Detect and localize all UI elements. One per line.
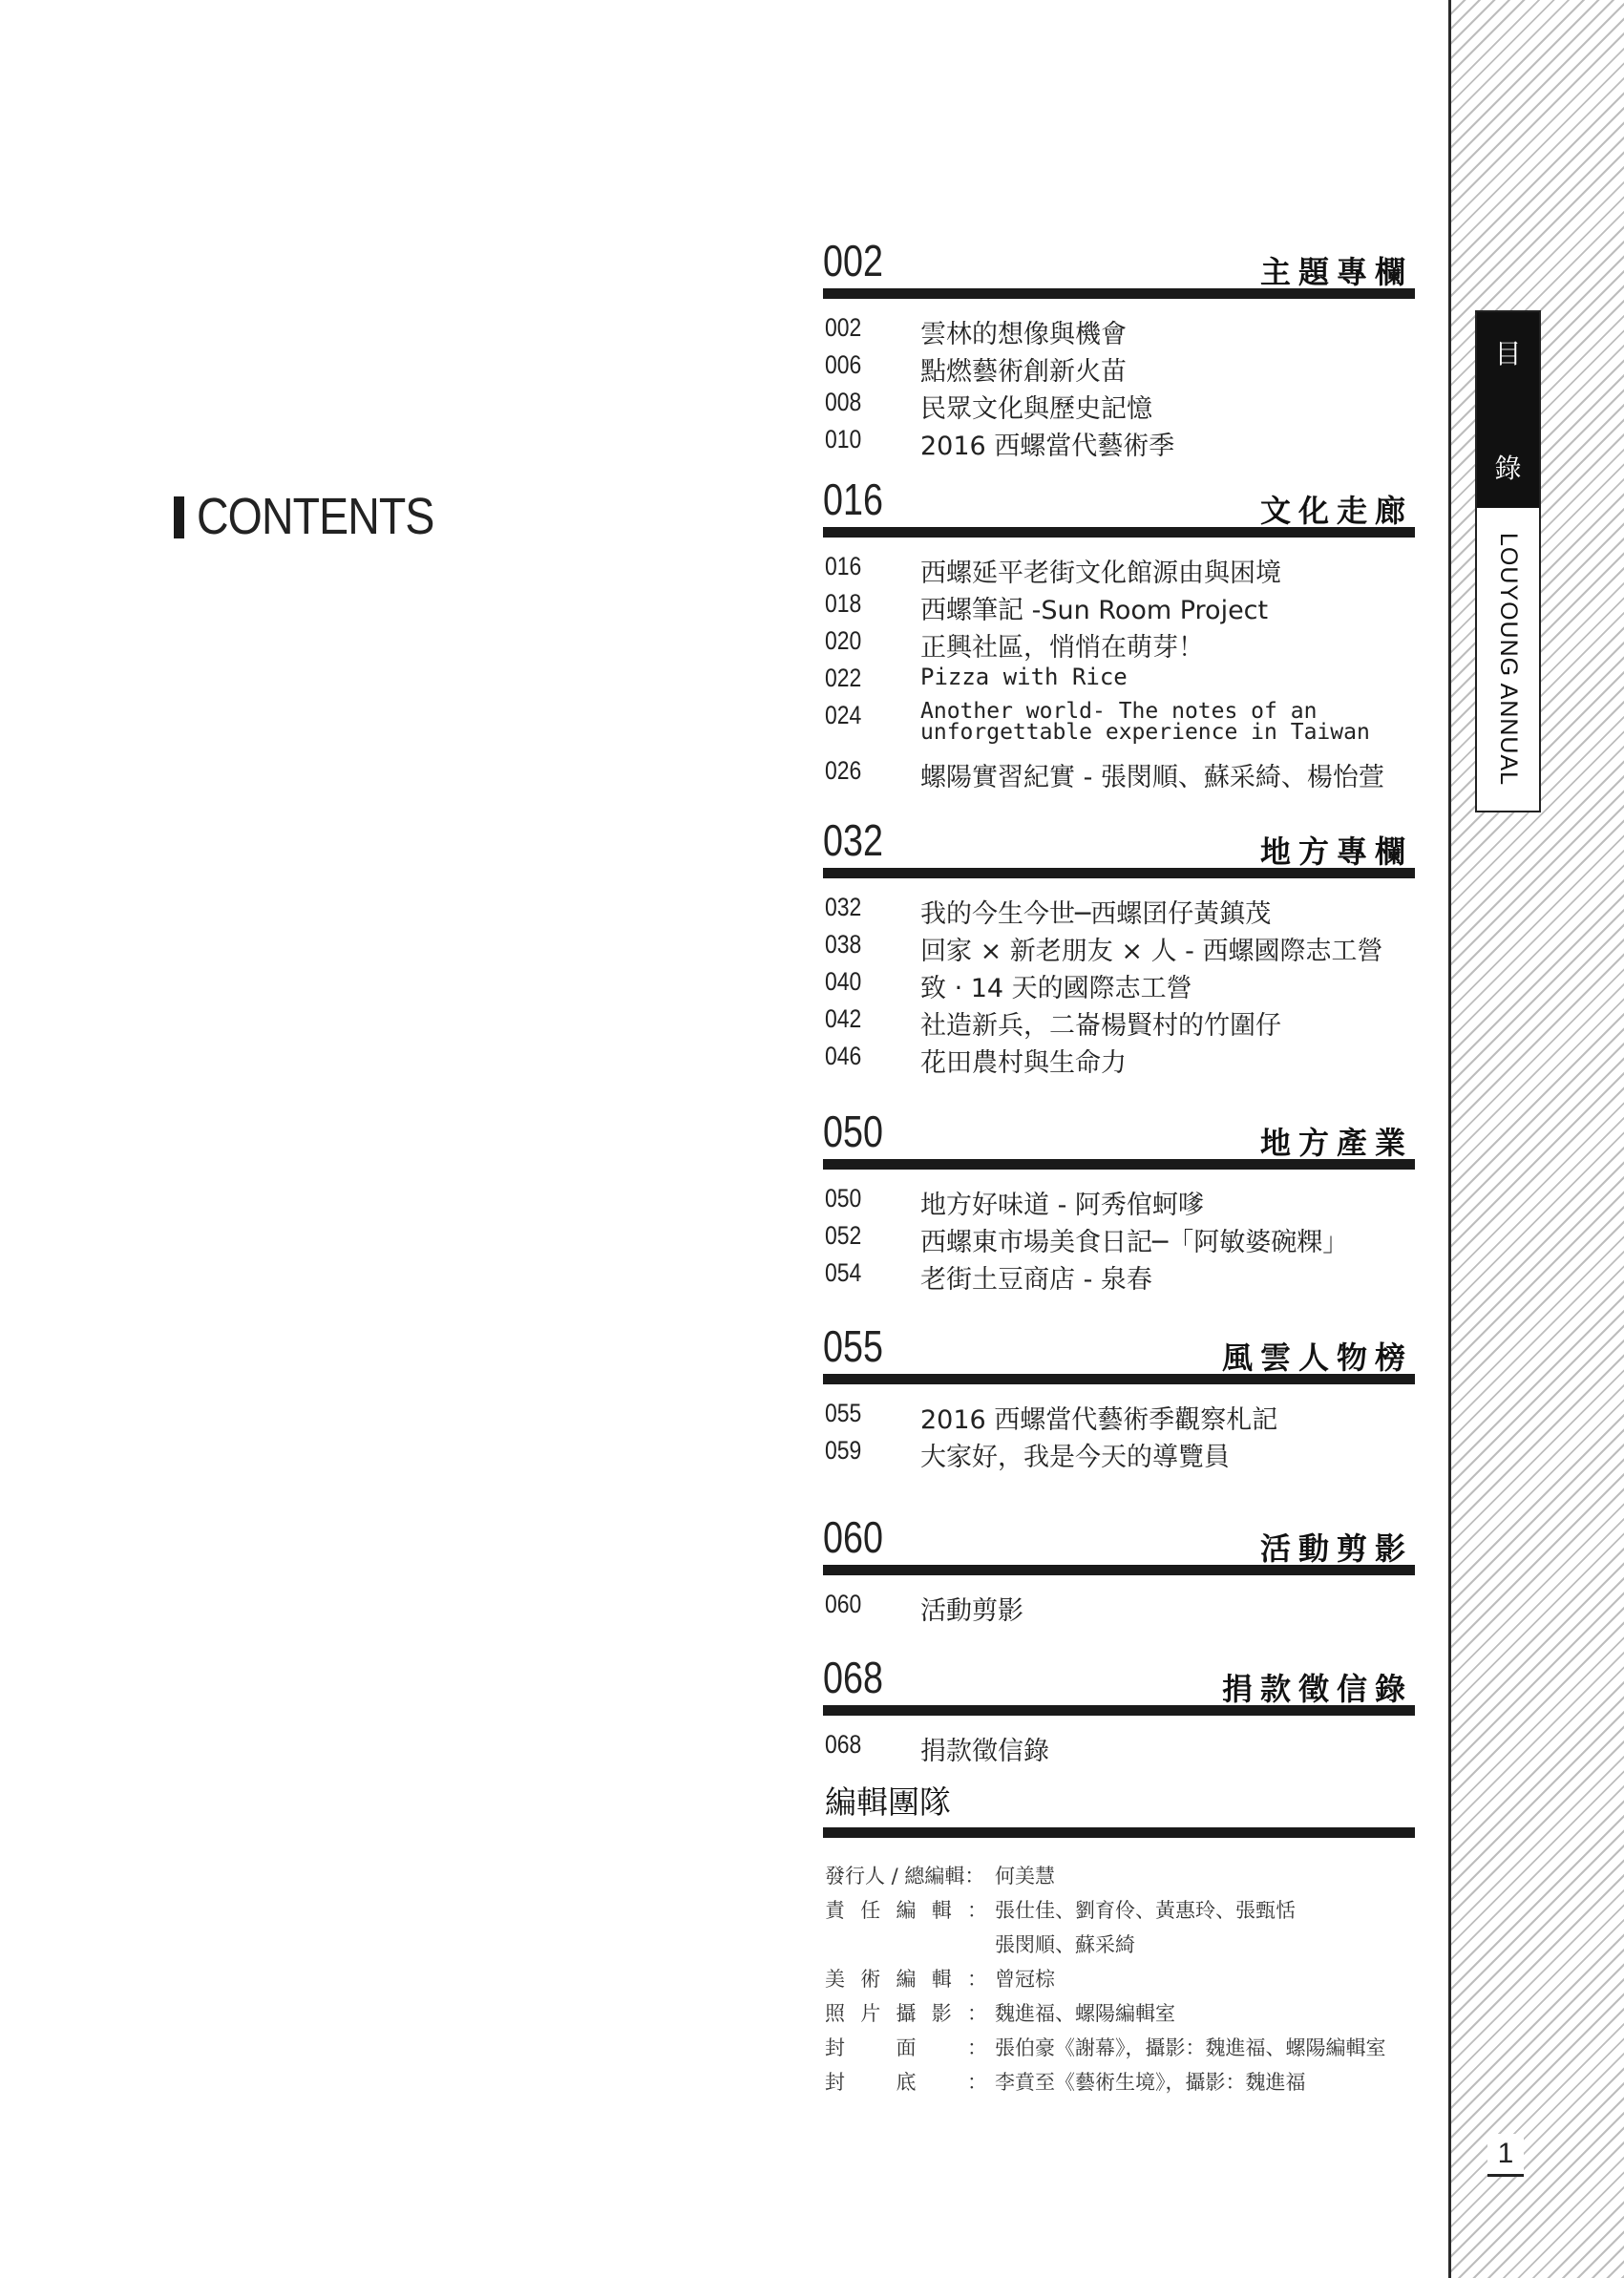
entry-page: 046	[825, 1042, 862, 1070]
entry-page: 060	[825, 1590, 862, 1618]
toc-entry[interactable]	[823, 552, 1415, 589]
entry-page: 055	[825, 1399, 862, 1427]
toc-entry[interactable]	[823, 350, 1415, 388]
credit-value: 張閔順、蘇采綺	[995, 1933, 1135, 1956]
entry-title: 2016 西螺當代藝術季觀察札記	[920, 1405, 1278, 1435]
entry-page: 050	[825, 1184, 862, 1213]
editorial-rule	[823, 1827, 1415, 1838]
entry-page: 026	[825, 756, 862, 785]
section-title: 主題專欄	[1259, 254, 1413, 290]
entry-title: 地方好味道 - 阿秀倌蚵嗲	[920, 1191, 1204, 1220]
entry-title: 花田農村與生命力	[920, 1048, 1127, 1078]
section-number: 016	[823, 475, 883, 524]
credit-value: 張伯豪《謝幕》，攝影：魏進福、螺陽編輯室	[995, 2036, 1386, 2059]
tab-vertical-label: LOUYOUNG ANNUAL	[1495, 532, 1522, 787]
section-title: 活動剪影	[1259, 1530, 1413, 1567]
entry-page: 002	[825, 313, 862, 342]
entry-title: 點燃藝術創新火苗	[920, 357, 1127, 387]
page-number: 1	[1487, 2134, 1524, 2177]
toc-entry[interactable]	[823, 1042, 1415, 1079]
section-032	[823, 814, 1415, 1079]
entry-title: 活動剪影	[920, 1596, 1023, 1626]
entry-page: 010	[825, 425, 862, 453]
section-title: 風雲人物榜	[1221, 1339, 1413, 1376]
section-number: 002	[823, 236, 883, 285]
entry-page: 008	[825, 388, 862, 416]
credit-label: 封底：	[825, 2071, 987, 2094]
entry-title: 大家好，我是今天的導覽員	[920, 1443, 1230, 1472]
credit-label: 發行人 / 總編輯：	[825, 1865, 985, 1888]
section-068	[823, 1652, 1415, 1767]
entry-title: 西螺東市場美食日記─「阿敏婆碗粿」	[920, 1228, 1349, 1257]
credit-row	[823, 2067, 1415, 2101]
contents-marker	[174, 496, 184, 538]
entry-title: 2016 西螺當代藝術季	[920, 432, 1175, 461]
entry-title: 西螺延平老街文化館源由與困境	[920, 559, 1281, 588]
credit-label: 責任編輯：	[825, 1899, 987, 1922]
toc-entry[interactable]	[823, 425, 1415, 462]
toc-entry[interactable]	[823, 930, 1415, 967]
entry-page: 018	[825, 589, 862, 618]
credit-row	[823, 1861, 1415, 1895]
credit-value: 張仕佳、劉育伶、黃惠玲、張甄恬	[995, 1899, 1296, 1922]
section-title: 地方專欄	[1259, 833, 1413, 870]
section-title: 捐款徵信錄	[1221, 1671, 1413, 1707]
tab-char-2: 錄	[1494, 453, 1522, 484]
section-tab	[1475, 310, 1541, 812]
toc-entry[interactable]	[823, 1221, 1415, 1258]
section-title: 文化走廊	[1259, 493, 1413, 529]
section-number: 060	[823, 1512, 883, 1562]
credit-value: 魏進福、螺陽編輯室	[995, 2002, 1175, 2025]
entry-title: Pizza with Rice	[920, 664, 1128, 690]
contents-title: CONTENTS	[197, 488, 434, 545]
entry-page: 032	[825, 893, 862, 921]
toc-entry[interactable]	[823, 1590, 1415, 1627]
toc-entry[interactable]	[823, 589, 1415, 626]
section-060	[823, 1511, 1415, 1627]
toc-entry[interactable]	[823, 756, 1415, 793]
section-number: 032	[823, 815, 883, 865]
entry-title: 社造新兵，二崙楊賢村的竹圍仔	[920, 1011, 1281, 1041]
entry-page: 052	[825, 1221, 862, 1250]
credit-row	[823, 1998, 1415, 2033]
toc-entry[interactable]	[823, 1730, 1415, 1767]
credit-row	[823, 1930, 1415, 1964]
section-number: 050	[823, 1107, 883, 1156]
section-number: 055	[823, 1321, 883, 1371]
entry-title: 我的今生今世─西螺囝仔黃鎮茂	[920, 899, 1272, 929]
entry-title: 螺陽實習紀實 - 張閔順、蘇采綺、楊怡萱	[920, 763, 1384, 792]
entry-page: 006	[825, 350, 862, 379]
toc-entry[interactable]	[823, 1184, 1415, 1221]
section-title: 地方產業	[1259, 1125, 1413, 1161]
toc-entry[interactable]	[823, 1258, 1415, 1296]
entry-title: 回家 × 新老朋友 × 人 - 西螺國際志工營	[920, 937, 1383, 966]
entry-page: 068	[825, 1730, 862, 1759]
toc-entry[interactable]	[823, 1004, 1415, 1042]
toc-entry[interactable]	[823, 701, 1415, 756]
entry-title: 西螺筆記 -Sun Room Project	[920, 596, 1269, 625]
entry-page: 038	[825, 930, 862, 959]
credit-row	[823, 1964, 1415, 1998]
toc-entry[interactable]	[823, 626, 1415, 664]
toc-entry[interactable]	[823, 1399, 1415, 1436]
toc-entry[interactable]	[823, 313, 1415, 350]
section-002	[823, 235, 1415, 462]
entry-page: 054	[825, 1258, 862, 1287]
toc-entry[interactable]	[823, 967, 1415, 1004]
section-050	[823, 1106, 1415, 1296]
credit-label: 封面：	[825, 2036, 987, 2059]
editorial-title: 編輯團隊	[825, 1783, 951, 1821]
entry-page: 040	[825, 967, 862, 996]
credit-value: 李賁至《藝術生境》，攝影：魏進福	[995, 2071, 1306, 2094]
entry-page: 022	[825, 664, 862, 692]
credit-row	[823, 1895, 1415, 1930]
entry-title: 正興社區，悄悄在萌芽！	[920, 633, 1204, 663]
entry-page: 042	[825, 1004, 862, 1033]
section-016	[823, 474, 1415, 793]
credit-value: 何美慧	[995, 1865, 1055, 1888]
toc-entry[interactable]	[823, 664, 1415, 701]
toc-entry[interactable]	[823, 1436, 1415, 1473]
toc-entry[interactable]	[823, 388, 1415, 425]
section-055	[823, 1320, 1415, 1473]
credit-label: 照片攝影：	[825, 2002, 987, 2025]
entry-page: 020	[825, 626, 862, 655]
entry-title: Another world- The notes of an unforgettable experience in Taiwan	[920, 699, 1370, 745]
entry-title: 老街土豆商店 - 泉春	[920, 1265, 1152, 1295]
entry-title: 捐款徵信錄	[920, 1737, 1049, 1766]
tab-black-block	[1477, 312, 1539, 508]
toc-entry[interactable]	[823, 893, 1415, 930]
entry-title: 致 ‧ 14 天的國際志工營	[920, 974, 1192, 1003]
tab-char-1: 目	[1494, 338, 1522, 369]
editorial-team	[823, 1778, 1415, 2101]
entry-page: 016	[825, 552, 862, 580]
entry-title: 雲林的想像與機會	[920, 320, 1127, 349]
credit-label: 美術編輯：	[825, 1968, 987, 1991]
entry-page: 059	[825, 1436, 862, 1465]
section-number: 068	[823, 1653, 883, 1702]
entry-title: 民眾文化與歷史記憶	[920, 394, 1152, 424]
credit-row	[823, 2033, 1415, 2067]
credit-value: 曾冠棕	[995, 1968, 1055, 1991]
entry-page: 024	[825, 701, 862, 729]
